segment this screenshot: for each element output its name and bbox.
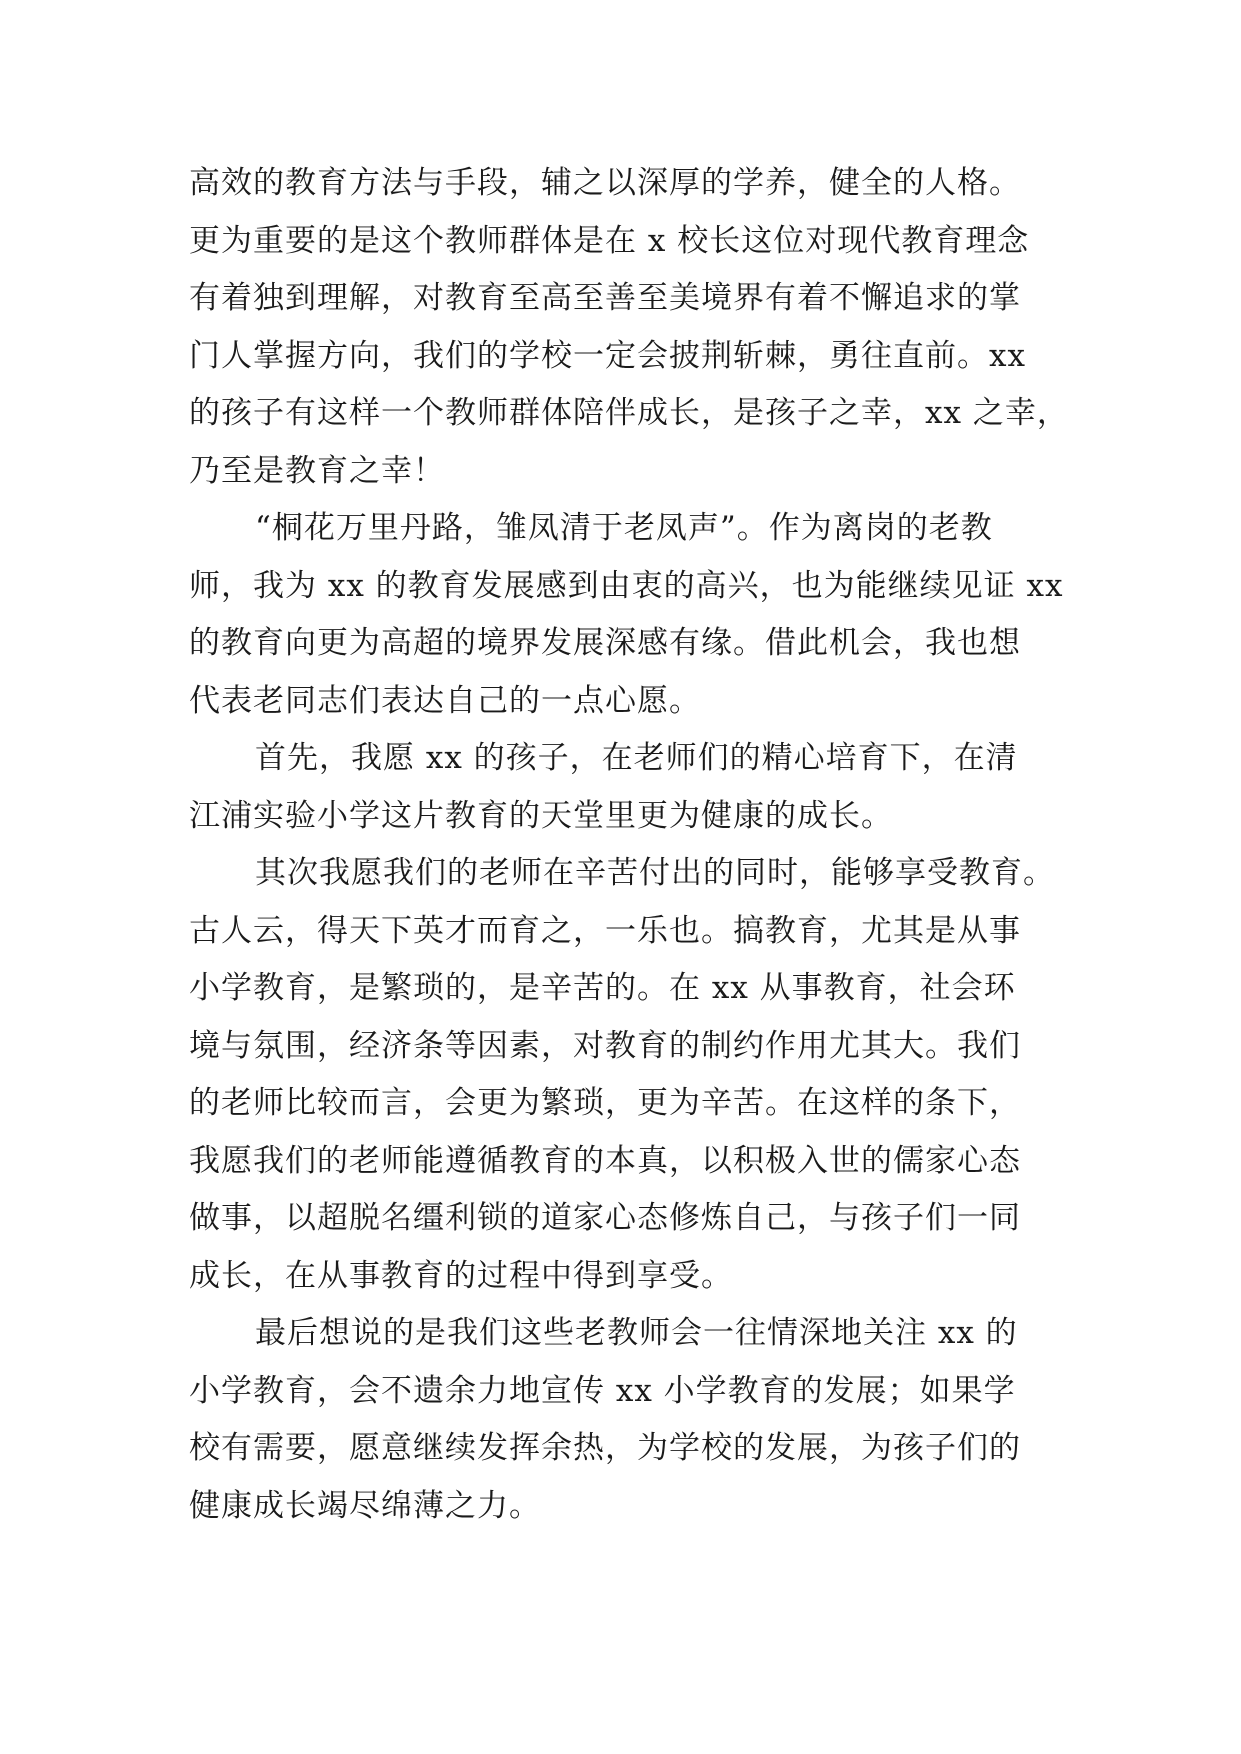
text-line: 江浦实验小学这片教育的天堂里更为健康的成长。 [189, 797, 893, 834]
paragraph-first-line: “桐花万里丹路，雏凤清于老凤声”。作为离岗的老教 [255, 510, 993, 546]
paragraph-first-line: 首先，我愿 xx 的孩子，在老师们的精心培育下，在清 [255, 740, 1018, 776]
text-line: 的孩子有这样一个教师群体陪伴成长，是孩子之幸，xx 之幸， [189, 395, 1069, 431]
text-line: 高效的教育方法与手段，辅之以深厚的学养，健全的人格。 [189, 165, 1021, 201]
text-line: 成长，在从事教育的过程中得到享受。 [189, 1257, 733, 1294]
text-line: 做事，以超脱名缰利锁的道家心态修炼自己，与孩子们一同 [189, 1200, 1021, 1236]
text-line: 校有需要，愿意继续发挥余热，为学校的发展，为孩子们的 [189, 1430, 1021, 1466]
text-line: 的教育向更为高超的境界发展深感有缘。借此机会，我也想 [189, 625, 1021, 661]
text-line: 古人云，得天下英才而育之，一乐也。搞教育，尤其是从事 [189, 912, 1021, 949]
text-line: 的老师比较而言，会更为繁琐，更为辛苦。在这样的条下， [189, 1085, 1021, 1121]
text-line: 乃至是教育之幸！ [189, 452, 445, 489]
paragraph-first-line: 最后想说的是我们这些老教师会一往情深地关注 xx 的 [255, 1315, 1018, 1351]
text-line: 小学教育，是繁琐的，是辛苦的。在 xx 从事教育，社会环 [189, 970, 1016, 1006]
text-line: 境与氛围，经济条等因素，对教育的制约作用尤其大。我们 [189, 1027, 1021, 1064]
text-line: 师，我为 xx 的教育发展感到由衷的高兴，也为能继续见证 xx [189, 567, 1064, 604]
body-text [189, 155, 1069, 1535]
text-line: 门人掌握方向，我们的学校一定会披荆斩棘，勇往直前。xx [189, 337, 1026, 374]
text-line: 有着独到理解，对教育至高至善至美境界有着不懈追求的掌 [189, 280, 1021, 316]
text-line: 代表老同志们表达自己的一点心愿。 [189, 682, 701, 719]
paragraph-first-line: 其次我愿我们的老师在辛苦付出的同时，能够享受教育。 [255, 855, 1055, 891]
text-line: 小学教育，会不遗余力地宣传 xx 小学教育的发展；如果学 [189, 1372, 1016, 1409]
text-line: 我愿我们的老师能遵循教育的本真，以积极入世的儒家心态 [189, 1142, 1021, 1179]
text-line: 更为重要的是这个教师群体是在 x 校长这位对现代教育理念 [189, 222, 1030, 259]
text-line: 健康成长竭尽绵薄之力。 [189, 1487, 541, 1524]
